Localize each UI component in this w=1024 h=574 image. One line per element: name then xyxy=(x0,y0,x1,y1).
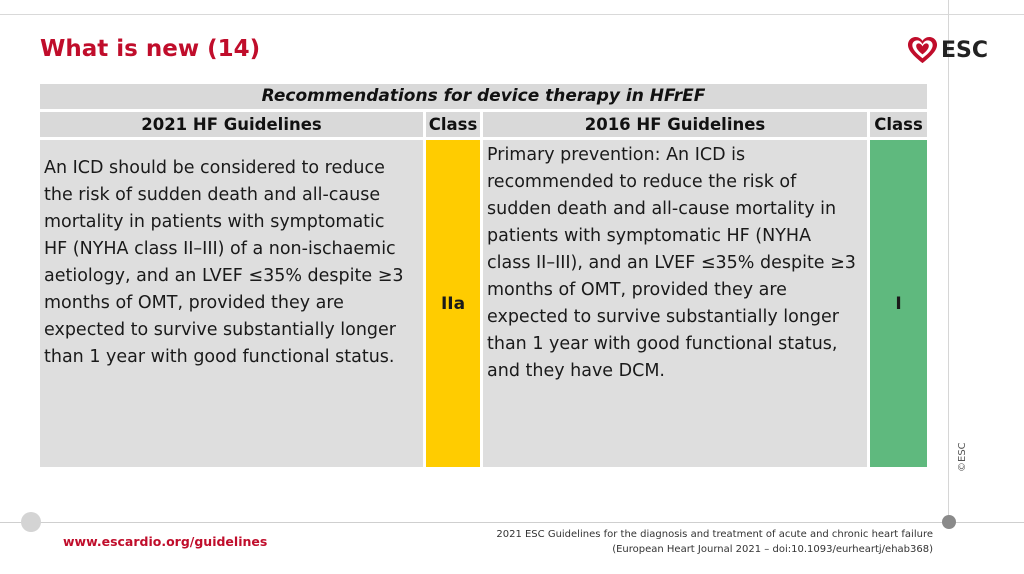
recommendation-2021 xyxy=(40,140,423,467)
column-header-class-2021: Class xyxy=(426,112,480,137)
citation-line: 2021 ESC Guidelines for the diagnosis and treatment of acute and chronic heart failure xyxy=(496,529,933,540)
class-badge-2021: IIa xyxy=(426,140,480,467)
slide-title: What is new (14) xyxy=(40,36,261,62)
citation-line: (European Heart Journal 2021 – doi:10.1093/eurheartj/ehab368) xyxy=(612,544,933,555)
text-line: expected to survive substantially longer xyxy=(44,320,396,340)
table-header: Recommendations for device therapy in HFrEF xyxy=(40,84,927,109)
copyright-label: ©ESC xyxy=(957,442,968,472)
text-line: HF (NYHA class II–III) of a non-ischaemic xyxy=(44,239,396,259)
guidelines-link[interactable]: www.escardio.org/guidelines xyxy=(63,534,268,549)
text-line: months of OMT, provided they are xyxy=(44,293,344,313)
text-line: Primary prevention: An ICD is xyxy=(487,145,746,165)
text-line: aetiology, and an LVEF ≤35% despite ≥3 xyxy=(44,266,404,286)
text-line: patients with symptomatic HF (NYHA xyxy=(487,226,812,246)
esc-heart-logo-icon xyxy=(907,35,938,66)
footer-divider xyxy=(0,522,1024,523)
footer-right-dot xyxy=(942,515,956,529)
recommendation-2016 xyxy=(483,140,867,467)
column-header-2016: 2016 HF Guidelines xyxy=(483,112,867,137)
text-line: sudden death and all-cause mortality in xyxy=(487,199,837,219)
text-line: the risk of sudden death and all-cause xyxy=(44,185,381,205)
text-line: class II–III), and an LVEF ≤35% despite ≥3 xyxy=(487,253,856,273)
text-line: An ICD should be considered to reduce xyxy=(44,158,385,178)
citation xyxy=(496,527,933,557)
logo-text: ESC xyxy=(941,38,989,63)
text-line: mortality in patients with symptomatic xyxy=(44,212,385,232)
right-rule xyxy=(948,0,949,522)
text-line: months of OMT, provided they are xyxy=(487,280,787,300)
top-rule xyxy=(0,14,1024,15)
text-line: than 1 year with good functional status, xyxy=(487,334,838,354)
footer-left-dot xyxy=(21,512,41,532)
text-line: than 1 year with good functional status. xyxy=(44,347,395,367)
column-header-2021: 2021 HF Guidelines xyxy=(40,112,423,137)
text-line: recommended to reduce the risk of xyxy=(487,172,797,192)
text-line: and they have DCM. xyxy=(487,361,665,381)
class-badge-2016: I xyxy=(870,140,927,467)
esc-logo xyxy=(907,33,997,71)
text-line: expected to survive substantially longer xyxy=(487,307,839,327)
column-header-class-2016: Class xyxy=(870,112,927,137)
